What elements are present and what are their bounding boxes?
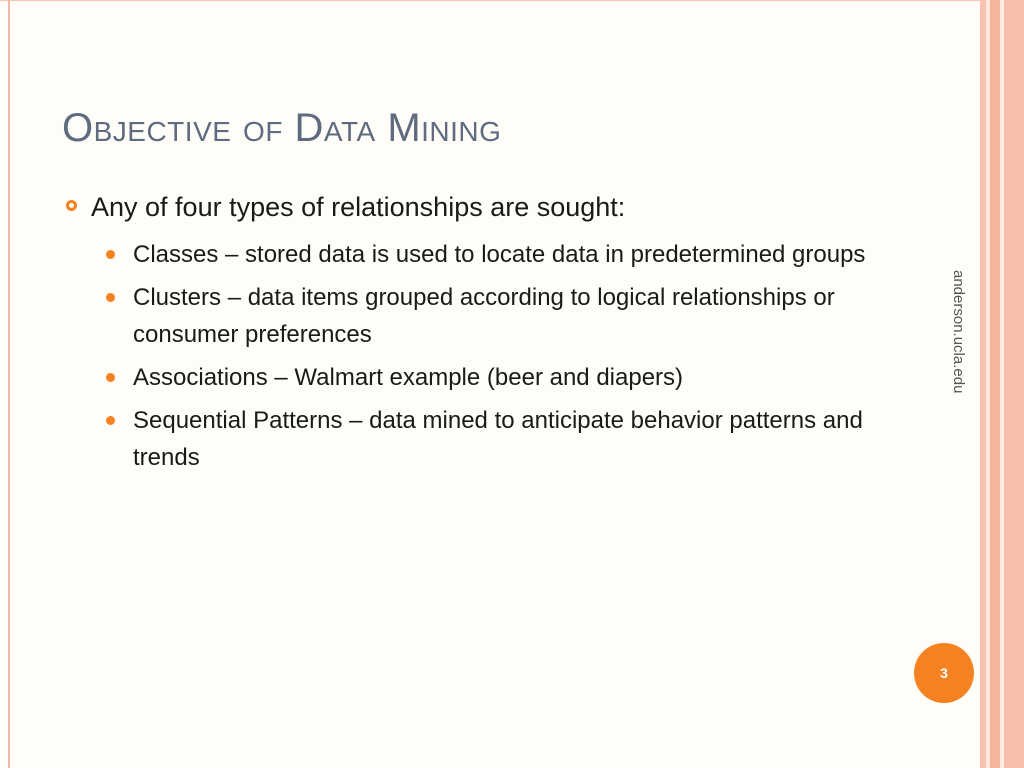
sub-point-text: Sequential Patterns – data mined to anticipate behavior patterns and trends <box>133 407 863 471</box>
sub-point-text: Associations – Walmart example (beer and diapers) <box>133 364 684 391</box>
slide-title: Objective of Data Mining <box>62 106 502 150</box>
page-number-badge: 3 <box>914 643 974 703</box>
dot-bullet-icon <box>106 250 115 259</box>
sub-point-text: Clusters – data items grouped according to logical relationships or consumer preferences <box>133 284 835 348</box>
ring-bullet-icon <box>66 200 77 211</box>
sub-bullet-item <box>106 359 886 396</box>
left-border-line <box>8 0 10 768</box>
main-bullet-point <box>66 188 886 226</box>
sub-bullet-list <box>106 236 886 476</box>
main-point-text: Any of four types of relationships are sought: <box>91 192 626 222</box>
dot-bullet-icon <box>106 416 115 425</box>
source-watermark: anderson.ucla.edu <box>950 270 967 394</box>
sub-bullet-item <box>106 279 886 353</box>
right-border-stripe <box>990 0 1000 768</box>
slide-content <box>66 188 886 482</box>
right-border-stripe <box>1004 0 1024 768</box>
top-border-line <box>0 0 1024 1</box>
dot-bullet-icon <box>106 293 115 302</box>
sub-bullet-item <box>106 402 886 476</box>
dot-bullet-icon <box>106 373 115 382</box>
sub-point-text: Classes – stored data is used to locate data in predetermined groups <box>133 241 866 268</box>
sub-bullet-item <box>106 236 886 273</box>
